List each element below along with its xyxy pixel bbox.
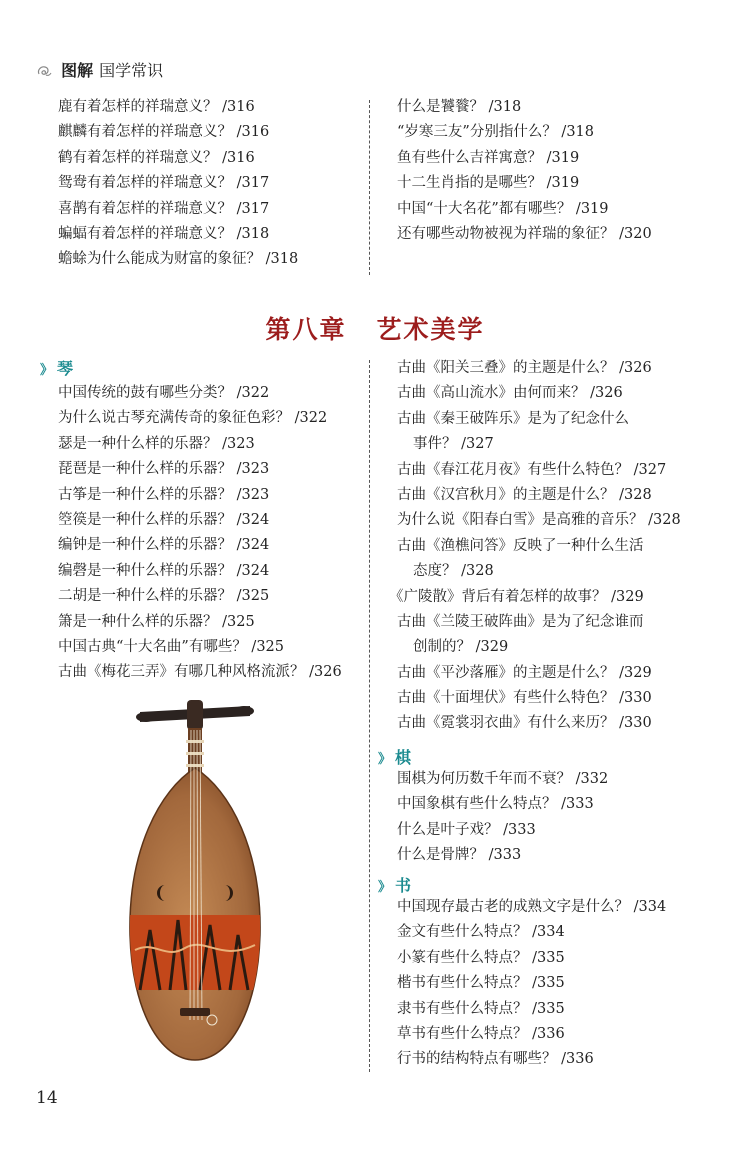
toc-entry[interactable]: 隶书有些什么特点？ /335	[397, 1000, 565, 1017]
toc-entry[interactable]: 琵琶是一种什么样的乐器？ /323	[58, 461, 270, 478]
toc-entry[interactable]: 中国“十大名花”都有哪些？ /319	[397, 200, 609, 217]
toc-entry[interactable]: 蟾蜍为什么能成为财富的象征？ /318	[58, 251, 299, 268]
toc-entry[interactable]: 二胡是一种什么样的乐器？ /325	[58, 588, 270, 605]
toc-entry[interactable]: 金文有些什么特点？ /334	[397, 924, 565, 941]
toc-entry[interactable]: 古曲《汉宫秋月》的主题是什么？ /328	[397, 486, 652, 503]
toc-entry-continuation[interactable]: 创制的？ /329	[413, 639, 509, 656]
chapter-title: 艺术美学	[376, 315, 485, 344]
toc-entry[interactable]: 鸳鸯有着怎样的祥瑞意义？ /317	[58, 175, 270, 192]
pipa-illustration	[120, 690, 270, 1070]
toc-entry[interactable]: 麒麟有着怎样的祥瑞意义？ /316	[58, 124, 270, 141]
toc-entry[interactable]: 编磬是一种什么样的乐器？ /324	[58, 562, 270, 579]
toc-entry[interactable]: 古曲《春江花月夜》有些什么特色？ /327	[397, 461, 667, 478]
toc-entry[interactable]: 古曲《梅花三弄》有哪几种风格流派？ /326	[58, 664, 342, 681]
toc-entry-continuation[interactable]: 态度？ /328	[413, 563, 494, 580]
section-heading-qin	[40, 356, 73, 379]
toc-entry[interactable]: 什么是叶子戏？ /333	[397, 821, 536, 838]
section-heading-qi	[378, 745, 411, 768]
toc-entry[interactable]: 什么是骨牌？ /333	[397, 847, 522, 864]
toc-qi	[397, 767, 608, 869]
toc-top-right	[397, 95, 652, 247]
section-marker-icon: 》	[378, 752, 392, 767]
toc-entry[interactable]: 为什么说《阳春白雪》是高雅的音乐？ /328	[397, 512, 681, 529]
toc-entry[interactable]: 什么是饕餮？ /318	[397, 99, 522, 115]
toc-entry[interactable]: 箜篌是一种什么样的乐器？ /324	[58, 511, 270, 528]
toc-entry[interactable]: 中国古典“十大名曲”有哪些？ /325	[58, 638, 284, 655]
section-marker-icon: 》	[40, 363, 54, 378]
toc-entry[interactable]: 箫是一种什么样的乐器？ /325	[58, 613, 255, 630]
toc-entry[interactable]: 蝙蝠有着怎样的祥瑞意义？ /318	[58, 225, 270, 242]
toc-entry[interactable]: 围棋为何历数千年而不衰？ /332	[397, 771, 609, 787]
column-divider-top	[369, 100, 370, 275]
toc-entry[interactable]: 楷书有些什么特点？ /335	[397, 975, 565, 992]
toc-entry[interactable]: 古曲《霓裳羽衣曲》有什么来历？ /330	[397, 715, 652, 732]
chapter-heading	[0, 310, 750, 346]
toc-entry[interactable]: 喜鹊有着怎样的祥瑞意义？ /317	[58, 200, 270, 217]
toc-entry[interactable]: 中国象棋有些什么特点？ /333	[397, 796, 594, 813]
toc-entry[interactable]: 古曲《渔樵问答》反映了一种什么生活	[397, 537, 644, 554]
swirl-icon	[36, 64, 52, 78]
toc-entry[interactable]: 小篆有些什么特点？ /335	[397, 949, 565, 966]
page-number: 14	[36, 1088, 58, 1108]
running-header	[36, 58, 163, 81]
toc-entry[interactable]: 鱼有些什么吉祥寓意？ /319	[397, 149, 580, 166]
toc-entry[interactable]: 古曲《十面埋伏》有些什么特色？ /330	[397, 690, 652, 707]
section-label: 棋	[395, 748, 412, 767]
toc-entry[interactable]: 古曲《兰陵王破阵曲》是为了纪念谁而	[397, 613, 644, 630]
toc-entry[interactable]: 中国现存最古老的成熟文字是什么？ /334	[397, 899, 667, 915]
toc-entry[interactable]: “岁寒三友”分别指什么？ /318	[397, 124, 594, 141]
book-title: 图解	[61, 61, 94, 80]
section-heading-shu	[378, 873, 411, 896]
toc-entry[interactable]: 古曲《平沙落雁》的主题是什么？ /329	[397, 664, 652, 681]
toc-entry[interactable]: 鹤有着怎样的祥瑞意义？ /316	[58, 149, 255, 166]
toc-entry[interactable]: 草书有些什么特点？ /336	[397, 1025, 565, 1042]
toc-entry[interactable]: 还有哪些动物被视为祥瑞的象征？ /320	[397, 225, 652, 242]
section-label: 书	[395, 876, 412, 895]
toc-entry[interactable]: 为什么说古琴充满传奇的象征色彩？ /322	[58, 410, 328, 427]
toc-entry[interactable]: 《广陵散》背后有着怎样的故事？ /329	[389, 588, 644, 605]
section-label: 琴	[57, 359, 74, 378]
toc-entry[interactable]: 古曲《高山流水》由何而来？ /326	[397, 385, 623, 402]
toc-entry[interactable]: 古筝是一种什么样的乐器？ /323	[58, 486, 270, 503]
toc-shu	[397, 895, 666, 1073]
toc-qin-left	[58, 381, 342, 686]
toc-entry[interactable]: 瑟是一种什么样的乐器？ /323	[58, 435, 255, 452]
toc-entry[interactable]: 编钟是一种什么样的乐器？ /324	[58, 537, 270, 554]
toc-entry[interactable]: 古曲《阳关三叠》的主题是什么？ /326	[397, 360, 652, 376]
toc-top-left	[58, 95, 298, 273]
section-marker-icon: 》	[378, 880, 392, 895]
toc-entry[interactable]: 行书的结构特点有哪些？ /336	[397, 1051, 594, 1068]
column-divider-main	[369, 360, 370, 1072]
toc-entry[interactable]: 古曲《秦王破阵乐》是为了纪念什么	[397, 410, 629, 427]
chapter-number: 第八章	[265, 315, 347, 344]
book-subtitle: 国学常识	[99, 61, 164, 80]
toc-entry[interactable]: 中国传统的鼓有哪些分类？ /322	[58, 385, 270, 401]
toc-entry[interactable]: 鹿有着怎样的祥瑞意义？ /316	[58, 99, 255, 115]
toc-entry-continuation[interactable]: 事件？ /327	[413, 436, 494, 453]
toc-qin-right	[389, 356, 681, 737]
toc-entry[interactable]: 十二生肖指的是哪些？ /319	[397, 175, 580, 192]
